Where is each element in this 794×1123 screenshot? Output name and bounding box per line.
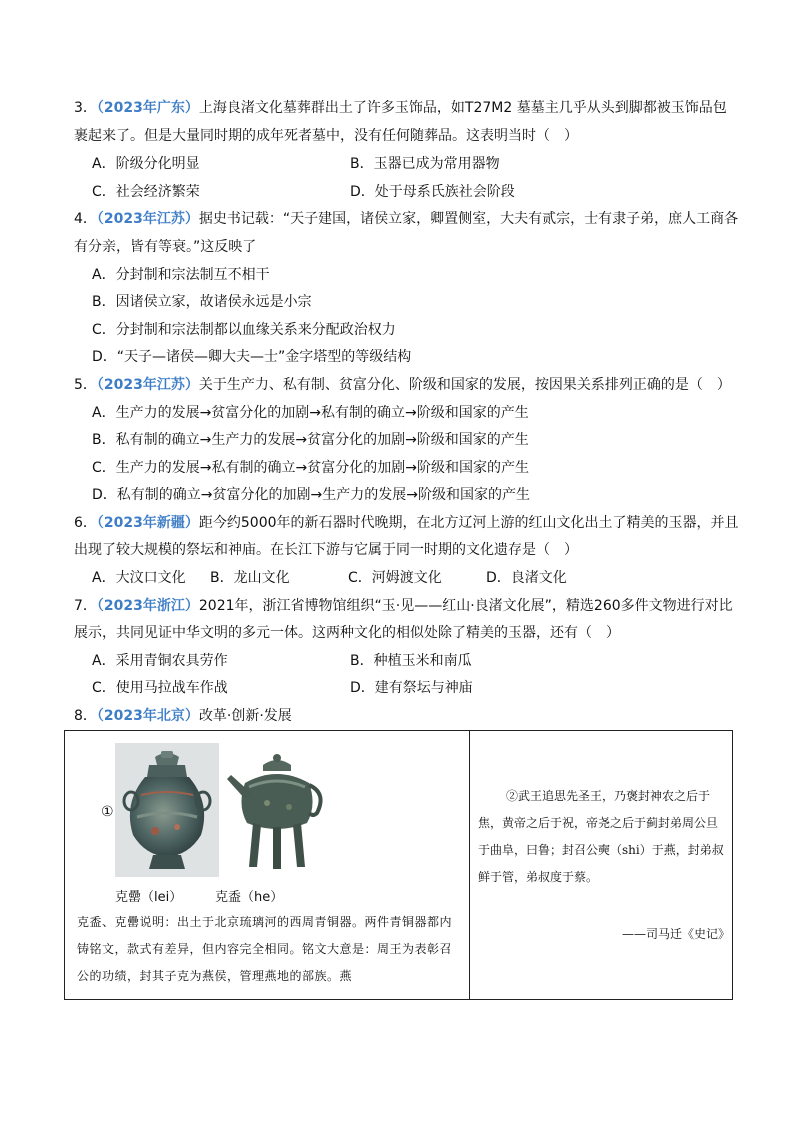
q7-option-a[interactable]: A．采用青铜农具劳作 [92, 653, 228, 669]
question-title: 改革·创新·发展 [198, 708, 292, 724]
source-tag: （2023年江苏） [96, 377, 199, 393]
q5-option-b[interactable]: B．私有制的确立→生产力的发展→贫富分化的加剧→阶级和国家的产生 [92, 432, 529, 448]
ke-he-caption: 克盉（he） [215, 890, 284, 905]
question-text: 距今约5000年的新石器时代晚期，在北方辽河上游的红山文化出土了精美的玉器，并且 [198, 515, 739, 531]
q3-line1 [74, 98, 727, 118]
q6-option-b[interactable]: B．龙山文化 [210, 570, 290, 586]
source-tag: （2023年广东） [96, 100, 199, 116]
source-tag: （2023年新疆） [96, 515, 199, 531]
material-cell-left [65, 731, 470, 1000]
ke-he-vessel-image [223, 743, 329, 877]
ke-lei-caption: 克罍（lei） [115, 890, 183, 905]
q4-option-b[interactable]: B．因诸侯立家，故诸侯永远是小宗 [92, 294, 312, 310]
q6-option-c[interactable]: C．河姆渡文化 [348, 570, 442, 586]
question-number: 6． [74, 515, 97, 531]
q7-option-d[interactable]: D．建有祭坛与神庙 [350, 680, 473, 696]
material-table [64, 730, 733, 1000]
q3-option-d[interactable]: D．处于母系氏族社会阶段 [350, 184, 515, 200]
q3-line2: 裹起来了。但是大量同时期的成年死者墓中，没有任何随葬品。这表明当时（ ） [74, 128, 578, 144]
source-tag: （2023年浙江） [96, 598, 199, 614]
q3-option-c[interactable]: C．社会经济繁荣 [92, 184, 200, 200]
q6-option-a[interactable]: A．大汶口文化 [92, 570, 186, 586]
quote-source: ——司马迁《史记》 [622, 927, 731, 941]
question-text: 关于生产力、私有制、贫富分化、阶级和国家的发展，按因果关系排列正确的是（ ） [198, 377, 731, 393]
question-number: 5． [74, 377, 97, 393]
question-number: 3． [74, 100, 97, 116]
question-number: 4． [74, 211, 97, 227]
source-tag: （2023年江苏） [96, 211, 199, 227]
source-tag: （2023年北京） [96, 708, 199, 724]
q7-option-b[interactable]: B．种植玉米和南瓜 [350, 653, 472, 669]
q7-option-c[interactable]: C．使用马拉战车作战 [92, 680, 228, 696]
shiji-quote: ②武王追思先圣王，乃褒封神农之后于焦，黄帝之后于祝，帝尧之后于蓟封弟周公旦于曲阜，曰鲁；封召公奭（shi）于燕，封弟叔鲜于管，弟叔度于蔡。 [478, 789, 724, 884]
q4-option-a[interactable]: A．分封制和宗法制互不相干 [92, 267, 270, 283]
material-cell-right [470, 731, 733, 1000]
q7-line1 [74, 596, 733, 616]
q5-option-c[interactable]: C．生产力的发展→私有制的确立→贫富分化的加剧→阶级和国家的产生 [92, 460, 529, 476]
q4-option-c[interactable]: C．分封制和宗法制都以血缘关系来分配政治权力 [92, 322, 396, 338]
q6-line2: 出现了较大规模的祭坛和神庙。在长江下游与它属于同一时期的文化遗存是（ ） [74, 542, 578, 558]
q3-option-b[interactable]: B．玉器已成为常用器物 [350, 156, 500, 172]
bronze-note: 克盉、克罍说明：出土于北京琉璃河的西周青铜器。两件青铜器都内铸铭文，款式有差异，但内容完全相同。铭文大意是：周王为表彰召公的功绩，封其子克为燕侯，管理燕地的部族。燕 [77, 915, 453, 983]
q5-option-a[interactable]: A．生产力的发展→贫富分化的加剧→私有制的确立→阶级和国家的产生 [92, 405, 529, 421]
q4-option-d[interactable]: D．“天子—诸侯—卿大夫—士”金字塔型的等级结构 [92, 349, 412, 365]
q4-line1 [74, 209, 738, 229]
question-text: 上海良渚文化墓葬群出土了许多玉饰品，如T27M2 墓墓主几乎从头到脚都被玉饰品包 [198, 100, 727, 116]
q3-option-a[interactable]: A．阶级分化明显 [92, 156, 200, 172]
q6-line1 [74, 513, 739, 533]
q5-line1 [74, 375, 731, 395]
question-text: 2021年，浙江省博物馆组织“玉·见——红山·良渚文化展”，精选260多件文物进行对比 [198, 598, 733, 614]
q5-option-d[interactable]: D．私有制的确立→贫富分化的加剧→生产力的发展→阶级和国家的产生 [92, 487, 530, 503]
q4-line2: 有分亲，皆有等衰。”这反映了 [74, 239, 257, 255]
question-text: 据史书记载：“天子建国，诸侯立家，卿置侧室，大夫有贰宗，士有隶子弟，庶人工商各 [198, 211, 739, 227]
question-number: 8． [74, 708, 97, 724]
material-marker-1: ① [101, 804, 114, 820]
q8-line1 [74, 706, 292, 726]
q6-option-d[interactable]: D．良渚文化 [486, 570, 567, 586]
question-number: 7． [74, 598, 97, 614]
ke-lei-vessel-image [115, 743, 219, 877]
q7-line2: 展示，共同见证中华文明的多元一体。这两种文化的相似处除了精美的玉器，还有（ ） [74, 625, 620, 641]
